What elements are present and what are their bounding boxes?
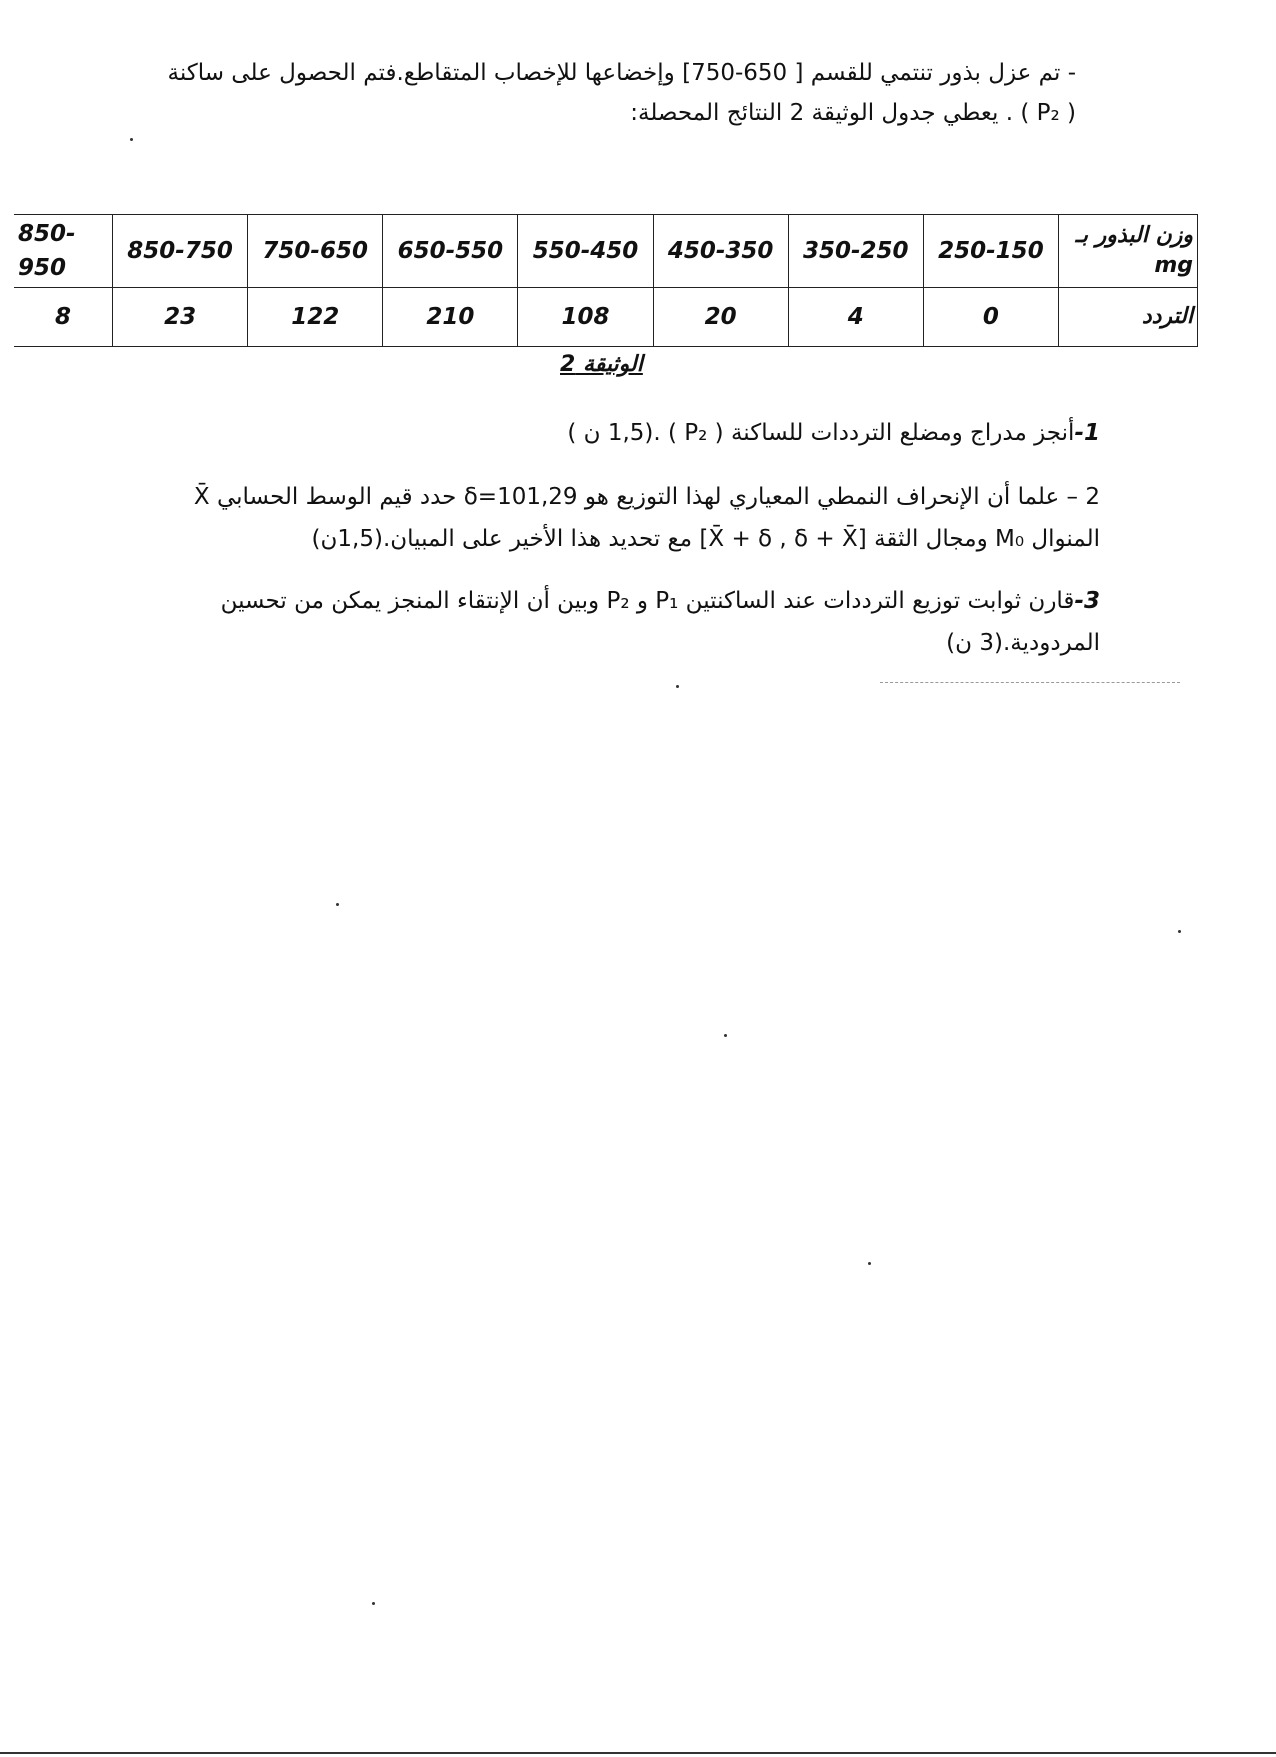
intro-line-2: ( P₂ ) . يعطي جدول الوثيقة 2 النتائج المحصلة: [630, 100, 1076, 126]
scan-speck [724, 1034, 727, 1037]
table-row-weight [14, 215, 1198, 288]
question-3-line-2: المردودية.(3 ن) [946, 630, 1100, 656]
question-3 [221, 582, 1100, 620]
table-cell-class-2: 350-250 [788, 215, 923, 288]
seed-weight-table [14, 214, 1198, 347]
table-cell-freq-6: 122 [248, 288, 383, 347]
question-2-line-2: المنوال M₀ ومجال الثقة [X̄ + δ , δ + X̄] مع تحديد هذا الأخير على المبيان.(1,5ن) [311, 526, 1100, 552]
table-cell-class-3: 450-350 [653, 215, 788, 288]
table-cell-freq-4: 108 [518, 288, 653, 347]
scan-speck [130, 138, 133, 141]
table-cell-freq-7: 23 [113, 288, 248, 347]
document-caption: الوثيقة 2 [560, 352, 643, 377]
scan-speck [676, 685, 679, 688]
question-1-number: 1- [1074, 420, 1100, 446]
page-bottom-rule [0, 1752, 1276, 1754]
table-cell-class-4: 550-450 [518, 215, 653, 288]
scan-speck [1178, 930, 1181, 933]
table-cell-freq-1: 0 [923, 288, 1058, 347]
divider [880, 682, 1180, 683]
table-cell-class-5: 650-550 [383, 215, 518, 288]
table-cell-class-7: 850-750 [113, 215, 248, 288]
question-3-number: 3- [1074, 588, 1100, 614]
question-2-text-line-1: علما أن الإنحراف النمطي المعياري لهذا التوزيع هو 101,29=δ حدد قيم الوسط الحسابي X̄ [193, 484, 1060, 510]
table-cell-class-8: 850-950 [14, 215, 113, 288]
question-2-number: 2 – [1066, 484, 1100, 510]
question-3-text-line-1: قارن ثوابت توزيع الترددات عند الساكنتين P₁ و P₂ وبين أن الإنتقاء المنجز يمكن من تحسين [220, 588, 1075, 614]
table-cell-freq-8: 8 [14, 288, 113, 347]
row-header-frequency: التردد [1059, 288, 1198, 347]
question-1 [567, 414, 1100, 452]
table-cell-freq-3: 20 [653, 288, 788, 347]
scan-speck [868, 1262, 871, 1265]
table-cell-freq-2: 4 [788, 288, 923, 347]
question-2 [194, 478, 1100, 516]
table-cell-class-1: 250-150 [923, 215, 1058, 288]
row-header-weight: وزن البذور بـ mg [1059, 215, 1198, 288]
scan-speck [336, 903, 339, 906]
table-cell-class-6: 750-650 [248, 215, 383, 288]
table-cell-freq-5: 210 [383, 288, 518, 347]
table-row-frequency [14, 288, 1198, 347]
question-1-text: أنجز مدراج ومضلع الترددات للساكنة ( P₂ ) .(1,5 ن ) [567, 420, 1075, 446]
intro-line-1: - تم عزل بذور تنتمي للقسم [ 650-750] وإخضاعها للإخصاب المتقاطع.فتم الحصول على ساكنة [167, 60, 1076, 86]
scan-speck [372, 1602, 375, 1605]
